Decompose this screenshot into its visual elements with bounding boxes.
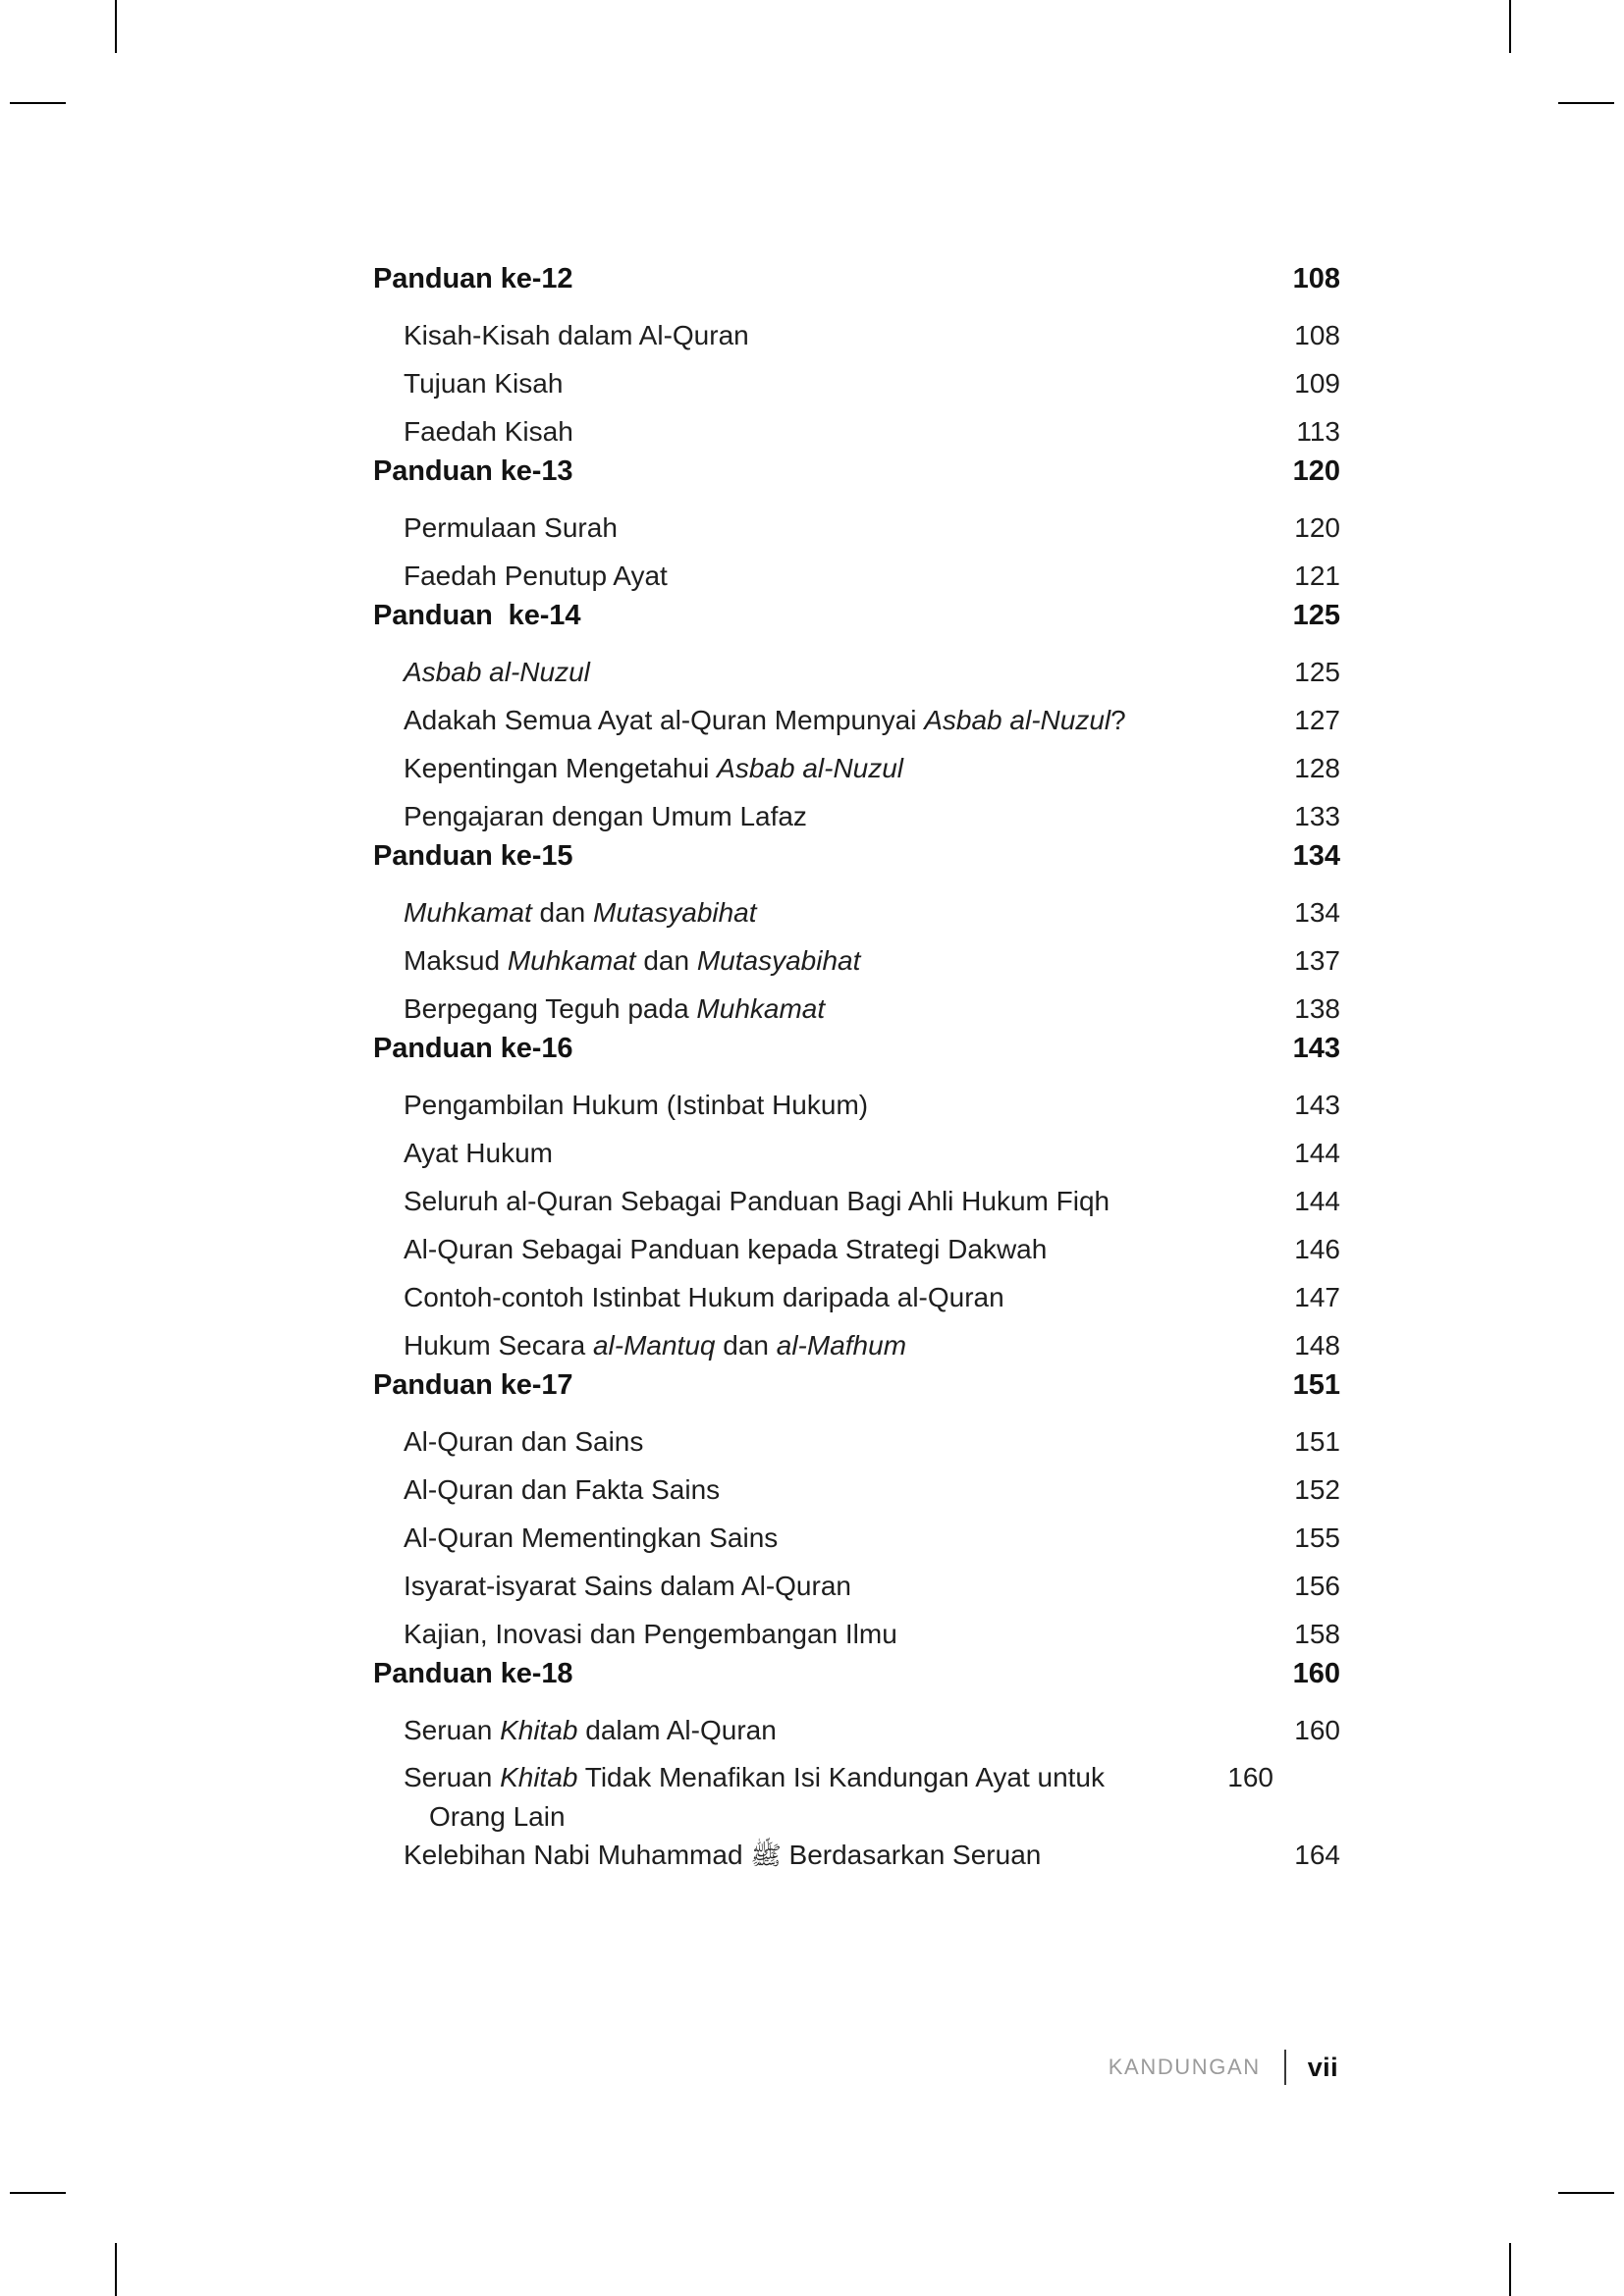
toc-entry-row[interactable] — [373, 359, 1340, 407]
toc-section-heading-row[interactable] — [373, 600, 1340, 648]
entry-title-text: Tujuan Kisah — [404, 368, 564, 399]
toc-entry-title — [373, 1610, 1275, 1658]
entry-title-italic-term: al-Mafhum — [776, 1330, 907, 1361]
toc-entry-page-number: 144 — [1294, 1186, 1340, 1216]
toc-section-heading-page-number: 143 — [1292, 1033, 1340, 1064]
toc-entry-row[interactable] — [373, 407, 1340, 455]
toc-entry-page-number: 127 — [1294, 705, 1340, 735]
toc-section-heading-label: Panduan ke-12 — [373, 263, 573, 294]
toc-entry-row[interactable] — [373, 1225, 1340, 1273]
toc-entry-title — [373, 792, 1275, 840]
toc-entry-row[interactable] — [373, 1466, 1340, 1514]
toc-section-heading-label: Panduan ke-15 — [373, 840, 573, 872]
toc-entry-title — [373, 1129, 1275, 1177]
entry-title-text: Permulaan Surah — [404, 512, 618, 543]
entry-title-text: Al-Quran Mementingkan Sains — [404, 1522, 779, 1553]
toc-entry-row[interactable] — [373, 311, 1340, 359]
toc-section-heading-row[interactable] — [373, 263, 1340, 311]
toc-section-heading-row[interactable] — [373, 455, 1340, 504]
entry-title-text: dan — [635, 945, 697, 976]
toc-entry-row[interactable] — [373, 1417, 1340, 1466]
toc-section-heading-label: Panduan ke-14 — [373, 600, 581, 631]
toc-section-heading-page-number: 120 — [1292, 455, 1340, 487]
toc-entry-title — [373, 359, 1275, 407]
crop-mark-top-left-vertical — [115, 0, 117, 53]
entry-title-italic-term: al-Mantuq — [592, 1330, 716, 1361]
toc-entry-page-number: 108 — [1294, 320, 1340, 350]
toc-entry-row[interactable] — [373, 792, 1340, 840]
toc-section-heading-label: Panduan ke-17 — [373, 1369, 573, 1401]
entry-title-text: Maksud — [404, 945, 508, 976]
toc-entry-page-number: 120 — [1294, 512, 1340, 543]
toc-entry-title — [373, 648, 1275, 696]
toc-section-heading-row[interactable] — [373, 840, 1340, 888]
toc-entry-page-number: 156 — [1294, 1571, 1340, 1601]
toc-entry-title — [373, 1225, 1275, 1273]
entry-title-text: Kajian, Inovasi dan Pengembangan Ilmu — [404, 1619, 897, 1649]
entry-title-text: Kepentingan Mengetahui — [404, 753, 718, 783]
toc-entry-page-number: 109 — [1294, 368, 1340, 399]
toc-entry-title — [373, 1706, 1275, 1754]
toc-section-heading-label: Panduan ke-13 — [373, 455, 573, 487]
toc-entry-row[interactable] — [373, 504, 1340, 552]
toc-entry-title — [373, 1831, 1275, 1879]
toc-entry-row[interactable] — [373, 1177, 1340, 1225]
footer-section-label: KANDUNGAN — [1108, 2055, 1261, 2079]
crop-mark-top-left-horizontal — [10, 102, 66, 104]
toc-entry-row[interactable] — [373, 1562, 1340, 1610]
toc-entry-page-number: 128 — [1294, 753, 1340, 783]
toc-entry-row[interactable] — [373, 888, 1340, 936]
entry-title-text: ? — [1110, 705, 1126, 735]
toc-entry-title — [373, 936, 1275, 985]
toc-entry-row[interactable] — [373, 1831, 1340, 1879]
toc-entry-page-number: 158 — [1294, 1619, 1340, 1649]
entry-title-text: Pengajaran dengan Umum Lafaz — [404, 801, 807, 831]
toc-entry-page-number: 138 — [1294, 993, 1340, 1024]
entry-title-italic-term: Mutasyabihat — [593, 897, 757, 928]
crop-mark-bottom-right-horizontal — [1558, 2192, 1614, 2194]
toc-entry-title — [373, 1562, 1275, 1610]
toc-section-heading-row[interactable] — [373, 1033, 1340, 1081]
toc-entry-page-number: 113 — [1296, 416, 1340, 447]
entry-title-text: Kisah-Kisah dalam Al-Quran — [404, 320, 749, 350]
toc-entry-row[interactable] — [373, 1081, 1340, 1129]
toc-entry-page-number: 152 — [1294, 1474, 1340, 1505]
toc-entry-row[interactable] — [373, 1610, 1340, 1658]
toc-section-heading-label: Panduan ke-16 — [373, 1033, 573, 1064]
toc-entry-row[interactable] — [373, 1706, 1340, 1754]
entry-title-text: Faedah Penutup Ayat — [404, 561, 668, 591]
toc-entry-page-number: 144 — [1294, 1138, 1340, 1168]
toc-entry-page-number: 121 — [1294, 561, 1340, 591]
toc-entry-title — [373, 311, 1275, 359]
sallallahu-alayhi-wasallam-icon: ﷺ — [750, 1841, 782, 1870]
toc-entry-row[interactable] — [373, 936, 1340, 985]
entry-title-text: Tidak Menafikan Isi Kandungan Ayat untuk — [577, 1762, 1105, 1792]
toc-section-heading-page-number: 125 — [1292, 600, 1340, 631]
toc-entry-row[interactable] — [373, 648, 1340, 696]
toc-entry-title — [373, 1417, 1275, 1466]
toc-entry-page-number: 160 — [1227, 1762, 1273, 1792]
toc-entry-page-number: 134 — [1294, 897, 1340, 928]
toc-entry-title — [373, 744, 1275, 792]
entry-title-text: Kelebihan Nabi Muhammad — [404, 1840, 751, 1870]
entry-title-text: Al-Quran Sebagai Panduan kepada Strategi Dakwah — [404, 1234, 1048, 1264]
toc-entry-row[interactable] — [373, 744, 1340, 792]
entry-title-text: Seruan — [404, 1762, 501, 1792]
toc-entry-title — [373, 1754, 1209, 1837]
toc-entry-title — [373, 985, 1275, 1033]
crop-mark-bottom-left-vertical — [115, 2243, 117, 2296]
entry-title-text: dan — [715, 1330, 777, 1361]
page-footer — [1109, 2048, 1338, 2087]
toc-section-heading-page-number: 108 — [1292, 263, 1340, 294]
toc-entry-row[interactable] — [373, 552, 1340, 600]
entry-title-italic-term: Muhkamat — [404, 897, 532, 928]
toc-section-heading-label: Panduan ke-18 — [373, 1658, 573, 1689]
toc-entry-row[interactable] — [373, 1273, 1340, 1321]
footer-divider — [1284, 2050, 1286, 2085]
toc-entry-row[interactable] — [373, 1321, 1340, 1369]
entry-title-italic-term: Mutasyabihat — [696, 945, 861, 976]
entry-title-italic-term: Asbab al-Nuzul — [717, 753, 904, 783]
entry-title-text: Berpegang Teguh pada — [404, 993, 697, 1024]
entry-title-italic-term: Asbab al-Nuzul — [404, 657, 590, 687]
toc-entry-title — [373, 1514, 1275, 1562]
toc-entry-title — [373, 504, 1275, 552]
toc-entry-title — [373, 1273, 1275, 1321]
toc-section-heading-row[interactable] — [373, 1658, 1340, 1706]
toc-entry-page-number: 147 — [1294, 1282, 1340, 1312]
crop-mark-top-right-horizontal — [1558, 102, 1614, 104]
toc-section-heading-page-number: 160 — [1292, 1658, 1340, 1689]
toc-entry-page-number: 137 — [1294, 945, 1340, 976]
entry-title-text: Faedah Kisah — [404, 416, 573, 447]
toc-entry-row[interactable] — [373, 1754, 1340, 1831]
entry-title-text: Hukum Secara — [404, 1330, 593, 1361]
table-of-contents — [373, 263, 1340, 1879]
entry-title-italic-term: Muhkamat — [507, 945, 636, 976]
entry-title-italic-term: Muhkamat — [696, 993, 826, 1024]
toc-entry-title — [373, 1321, 1275, 1369]
toc-section-heading-row[interactable] — [373, 1369, 1340, 1417]
crop-mark-top-right-vertical — [1509, 0, 1511, 53]
toc-entry-row[interactable] — [373, 1514, 1340, 1562]
toc-entry-page-number: 143 — [1294, 1090, 1340, 1120]
entry-title-text: Contoh-contoh Istinbat Hukum daripada al-Quran — [404, 1282, 1004, 1312]
crop-mark-bottom-left-horizontal — [10, 2192, 66, 2194]
entry-title-continuation: Orang Lain — [429, 1801, 566, 1832]
toc-entry-row[interactable] — [373, 1129, 1340, 1177]
toc-entry-title — [373, 552, 1275, 600]
toc-entry-page-number: 164 — [1294, 1840, 1340, 1870]
toc-entry-page-number: 160 — [1294, 1715, 1340, 1745]
entry-title-italic-term: Khitab — [500, 1715, 578, 1745]
entry-title-text: dan — [531, 897, 593, 928]
toc-section-heading-page-number: 151 — [1292, 1369, 1340, 1401]
toc-entry-title — [373, 1081, 1275, 1129]
toc-entry-page-number: 146 — [1294, 1234, 1340, 1264]
entry-title-italic-term: Asbab al-Nuzul — [924, 705, 1111, 735]
page-number-folio: vii — [1307, 2052, 1338, 2082]
toc-entry-row[interactable] — [373, 985, 1340, 1033]
entry-title-text: Al-Quran dan Fakta Sains — [404, 1474, 721, 1505]
toc-section-heading-page-number: 134 — [1292, 840, 1340, 872]
crop-mark-bottom-right-vertical — [1509, 2243, 1511, 2296]
toc-entry-title — [373, 1466, 1275, 1514]
toc-entry-title — [373, 1177, 1275, 1225]
toc-entry-title — [373, 696, 1275, 744]
entry-title-text: Berdasarkan Seruan — [781, 1840, 1042, 1870]
entry-title-text: Seruan — [404, 1715, 501, 1745]
entry-title-text: Isyarat-isyarat Sains dalam Al-Quran — [404, 1571, 851, 1601]
entry-title-text: Ayat Hukum — [404, 1138, 553, 1168]
toc-entry-page-number: 148 — [1294, 1330, 1340, 1361]
entry-title-text: dalam Al-Quran — [577, 1715, 777, 1745]
toc-entry-row[interactable] — [373, 696, 1340, 744]
entry-title-italic-term: Khitab — [500, 1762, 578, 1792]
toc-entry-page-number: 151 — [1294, 1426, 1340, 1457]
toc-entry-page-number: 133 — [1294, 801, 1340, 831]
entry-title-text: Adakah Semua Ayat al-Quran Mempunyai — [404, 705, 925, 735]
toc-entry-page-number: 155 — [1294, 1522, 1340, 1553]
toc-entry-title — [373, 888, 1275, 936]
entry-title-text: Pengambilan Hukum (Istinbat Hukum) — [404, 1090, 869, 1120]
toc-entry-page-number: 125 — [1294, 657, 1340, 687]
entry-title-text: Seluruh al-Quran Sebagai Panduan Bagi Ahli Hukum Fiqh — [404, 1186, 1110, 1216]
entry-title-text: Al-Quran dan Sains — [404, 1426, 644, 1457]
toc-entry-title — [373, 407, 1275, 455]
